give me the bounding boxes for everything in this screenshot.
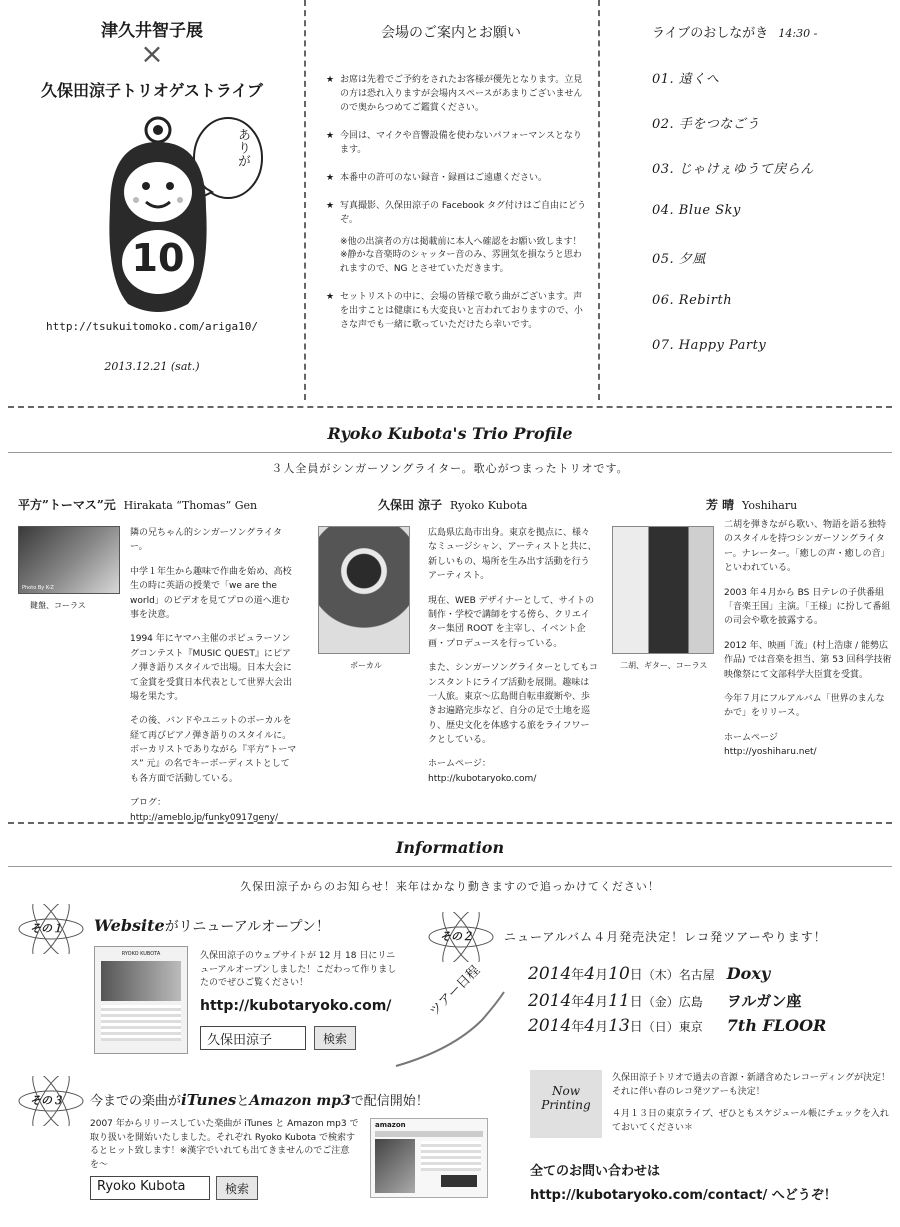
bio-gen: 隣の兄ちゃん的シンガーソングライター。 中学１年生から趣味で作曲を始め、高校生の時に英語の授業で「we are the world」のビデオを見てプロの道へ進む事を決意。 1994 年にヤマハ主催のポピュラーソングコンテスト『MUSIC QUEST』にピアノ弾き語りスタイルで出場。日本大会にて金賞を受賞日本代表として世界大会出場を果たす。 その後、バンドやユニットのボーカルを経て再びピアノ弾き語りのスタイルに。ボーカリストでありながら『平方”トーマス” 元』の名でキーボーディストとしても各方面で活動している。 ブログ： http://ameblo.jp/funky0917geny/ [130,528,297,823]
setlist-song: 03. じゃけぇゆうて戻らん [652,162,814,177]
doll-number: 10 [131,236,185,280]
divider-vertical-2 [598,0,600,400]
setlist-time: 14:30 - [778,27,818,40]
notice-item: ★ お席は先着でご予約をされたお客様が優先となります。立見の方は恐れ入りますが会場内スペースがあまりございませんので奥からつめてご鑑賞ください。 [326,75,583,113]
search-button-1[interactable]: 検索 [314,1026,356,1050]
setlist-song: 07. Happy Party [652,338,767,353]
info-subtitle: 久保田涼子からのお知らせ！来年はかなり動きますので追っかけてください！ [240,880,660,893]
venue-title: 会場のご案内とお願い [381,25,521,41]
tour-dates [528,964,892,1042]
event-date: 2013.12.21 (sat.) [104,360,200,373]
exhibit-url[interactable]: http://tsukuitomoko.com/ariga10/ [46,320,258,333]
exhibit-title: 津久井智子展 [101,21,203,41]
info-rule [8,866,892,867]
setlist-song: 06. Rebirth [652,293,733,308]
profile-rule [8,452,892,453]
bio-ryoko: 広島県広島市出身。東京を拠点に、様々なミュージシャン、アーティストと共に、新しいもの、場所を生み出す活動を行うアーティスト。 現在、WEB デザイナーとして、サイトの制作・学校で講師をする傍ら、クリエイター集団 ROOT を主宰し、イベント企画・プロデュースを行っている。 また、シンガーソングライターとしてもコンスタントにライブ活動を展開。趣味は一人旅。東京〜広島間自転車縦断や、歩きお遍路完歩など、自分の足で土地を巡り、歴史文化を体感する旅をライフワークとしている。 ホームページ： http://kubotaryoko.com/ [428,528,598,784]
tour-date-row: 2014年4月11日（金）広島 ヲルガン座 [528,991,802,1011]
search-button-2[interactable]: 検索 [216,1176,258,1200]
cross-mark: × [140,37,164,70]
info-text-1: 久保田涼子のウェブサイトが 12 月 18 日にリニューアルオープンしました！こだわって作りましたのでぜひご覧ください！ [200,951,397,988]
amazon-thumbnail: amazon [370,1118,488,1198]
info-tag-2: その２ [440,930,473,943]
notice-item: ★ 今回は、マイクや音響設備を使わないパフォーマンスとなります。 [326,130,582,155]
role-gen: 鍵盤、コーラス [30,601,86,610]
tour-date-row: 2014年4月10日（木）名古屋 Doxy [528,964,771,984]
info-tag-1: その１ [30,922,63,935]
website-url[interactable]: http://kubotaryoko.com/ [200,998,392,1014]
photo-yoshiharu [612,526,714,654]
notice-item: ★ セットリストの中に、会場の皆様で歌う曲がございます。声を出すことは健康にも大変良いと言われておりますので、小さな声でも一緒に歌っていただけたら幸いです。 [326,292,583,331]
divider-vertical-1 [304,0,306,400]
notice-item: ★ 本番中の許可のない録音・録画はご遠慮ください。 [326,172,548,183]
photo-ryoko [318,526,410,654]
info-title-2: ニューアルバム４月発売決定！レコ発ツアーやります！ [504,930,827,944]
profile-heading: Ryoko Kubota's Trio Profile [327,424,573,443]
info-heading: Information [395,838,505,857]
setlist-song: 01. 遠くへ [652,72,720,87]
live-title: 久保田涼子トリオゲストライブ [41,81,263,100]
info-text-3: 2007 年からリリースしていた楽曲が iTunes と Amazon mp3 で取り扱いを開始いたしました。それぞれ Ryoko Kubota で検索するとヒット致します！※漢字でいれても出てきませんのでご注意を〜 [90,1119,359,1170]
info-tag-3: その３ [30,1094,63,1107]
setlist-song: 04. Blue Sky [652,203,741,218]
setlist-song: 05. 夕風 [652,252,706,267]
venue-notices [326,74,588,347]
search-input-ryoko[interactable]: 久保田涼子 [200,1026,306,1050]
role-yoshiharu: 二胡、ギター、コーラス [620,661,708,670]
tour-label: ツアー日程 [426,963,484,1020]
profile-subtitle: ３人全員がシンガーソングライター。歌心がつまったトリオです。 [271,462,629,475]
contact-label: 全てのお問い合わせは [530,1164,661,1179]
member-name-ryoko: 久保田 涼子 Ryoko Kubota [378,498,528,512]
setlist-song: 02. 手をつなごう [652,117,760,132]
notice-note: ※静かな音楽時のシャッター音のみ、雰囲気を損なうと思われますので、NG とさせていただきます。 [340,250,582,275]
notice-note: ※他の出演者の方は掲載前に本人へ確認をお願い致します！ [340,236,582,247]
bio-yoshiharu: 二胡を弾きながら歌い、物語を語る独特のスタイルを持つシンガーソングライター。ナレーター。「癒しの声・癒しの音」といわれている。 2003 年４月から BS 日テレの子供番組「音楽王国」主演。「王様」に扮して番組の司会や歌を披露する。 2012 年、映画「流」(村上浩康 / 能勢広作品) では音楽を担当、第 53 回科学技術映像祭にて文部科学大臣賞を受賞。 今年７月にフルアルバム「世界のまんなかで」をリリース。 ホームページ http://yoshiharu.net/ [724,520,892,758]
member-name-yoshiharu: 芳 晴 Yoshiharu [706,498,798,512]
tour-date-row: 2014年4月13日（日）東京 7th FLOOR [528,1016,827,1036]
info-title-1: Websiteがリニューアルオープン！ [94,916,330,935]
setlist-title: ライブのおしながき [652,26,769,41]
search-input-ryoko-kubota[interactable]: Ryoko Kubota [90,1176,210,1200]
bubble-text: ありが [235,128,250,167]
setlist-header [652,22,892,41]
divider-horizontal-2 [8,822,892,824]
member-name-gen: 平方”トーマス”元 Hirakata “Thomas” Gen [18,498,258,512]
website-thumbnail: RYOKO KUBOTA [94,946,188,1054]
divider-horizontal-1 [8,406,892,408]
photo-gen: Photo By K-Z [18,526,120,594]
setlist [652,68,892,383]
role-ryoko: ボーカル [350,661,382,670]
info-title-3: 今までの楽曲がiTunesとAmazon mp3で配信開始！ [90,1091,429,1109]
notice-item: ★ 写真撮影、久保田涼子の Facebook タグ付けはご自由にどうぞ。 [326,200,587,225]
contact-url[interactable]: http://kubotaryoko.com/contact/ へどうぞ！ [530,1188,837,1203]
info-text-2: 久保田涼子トリオで過去の音源・新譜含めたレコーディングが決定！それに伴い春のレコ発ツアーも決定！ ４月１３日の東京ライブ、ぜひともスケジュール帳にチェックを入れておいてください＊ [612,1073,891,1133]
now-printing-box: Now Printing [530,1070,602,1138]
